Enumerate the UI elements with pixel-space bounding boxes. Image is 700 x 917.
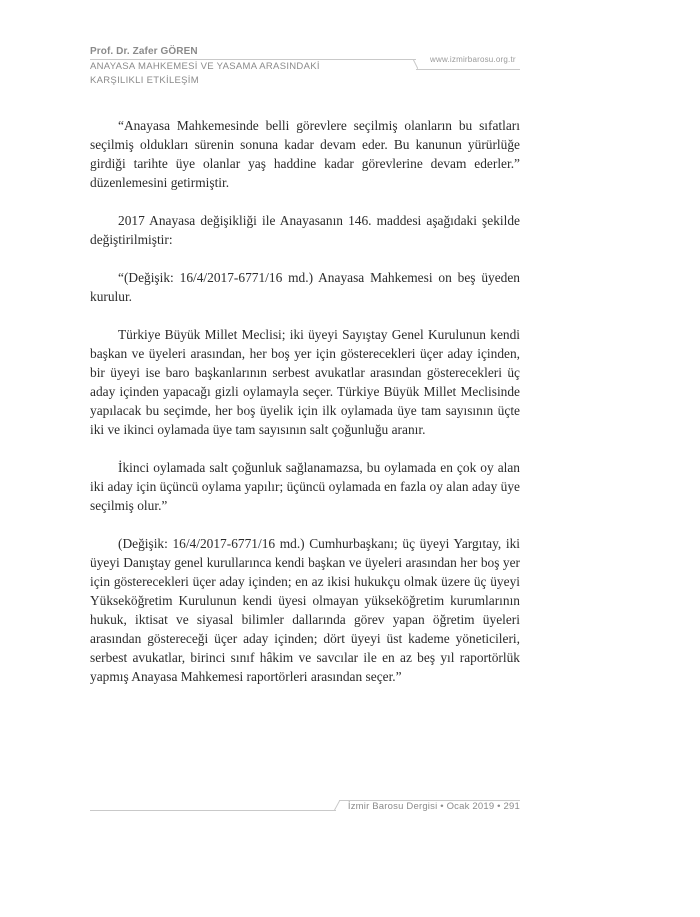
running-header-author: Prof. Dr. Zafer GÖREN — [90, 46, 198, 57]
header-title-line1: ANAYASA MAHKEMESİ VE YASAMA ARASINDAKİ — [90, 61, 320, 72]
header-title-line2: KARŞILIKLI ETKİLEŞİM — [90, 75, 199, 86]
paragraph: “Anayasa Mahkemesinde belli görevlere seçilmiş olanların bu sıfatları seçilmiş oldukları sürenin sonuna kadar devam eder. Bu kanunun yürürlüğe girdiği tarihte üye olanlar yaş haddine kadar görevlerine devam ederler.” düzenlemesini getirmiştir. — [90, 118, 520, 190]
paragraph: Türkiye Büyük Millet Meclisi; iki üyeyi Sayıştay Genel Kurulunun kendi başkan ve üyeleri arasından, her boş yer için gösterecekleri üçer aday içinden, bir üyeyi ise baro başkanlarının serbest avukatlar arasından gösterecekleri üç aday içinden yapacağı gizli oylamayla seçer. Türkiye Büyük Millet Meclisinde yapılacak bu seçimde, her boş üyelik için ilk oylamada üye tam sayısının üçte iki ve ikinci oylamada üye tam sayısının salt çoğunluğu aranır. — [90, 327, 520, 437]
footer-rule — [90, 810, 336, 811]
header-rule-right — [416, 69, 520, 70]
paragraph: (Değişik: 16/4/2017-6771/16 md.) Cumhurbaşkanı; üç üyeyi Yargıtay, iki üyeyi Danıştay genel kurullarınca kendi başkan ve üyeleri arasından her boş yer için gösterecekleri üçer aday içinden; en az ikisi hukukçu olmak üzere üç üyeyi Yükseköğretim Kurulunun kendi üyesi olmayan yükseköğretim kurumlarının hukuk, iktisat ve siyasal bilimler dallarında görev yapan öğretim üyeleri arasından göstereceği üçer aday içinden; dört üyeyi üst kademe yöneticileri, serbest avukatlar, birinci sınıf hâkim ve savcılar ile en az beş yıl raportörlük yapmış Anayasa Mahkemesi raportörleri arasından seçer.” — [90, 536, 520, 684]
paragraph: İkinci oylamada salt çoğunluk sağlanamazsa, bu oylamada en çok oy alan iki aday için üçüncü oylama yapılır; üçüncü oylamada en fazla oy alan aday üye seçilmiş olur.” — [90, 460, 520, 513]
footer-journal: İzmir Barosu Dergisi • Ocak 2019 • — [347, 801, 501, 812]
running-footer — [339, 801, 520, 812]
paragraph: 2017 Anayasa değişikliği ile Anayasanın 146. maddesi aşağıdaki şekilde değiştirilmiştir: — [90, 213, 520, 247]
paragraph: “(Değişik: 16/4/2017-6771/16 md.) Anayasa Mahkemesi on beş üyeden kurulur. — [90, 270, 520, 304]
header-rule-joint — [413, 59, 418, 69]
page-number: 291 — [503, 801, 520, 812]
running-header-title — [90, 60, 320, 88]
body-text — [90, 116, 520, 705]
header-url: www.izmirbarosu.org.tr — [430, 55, 516, 64]
